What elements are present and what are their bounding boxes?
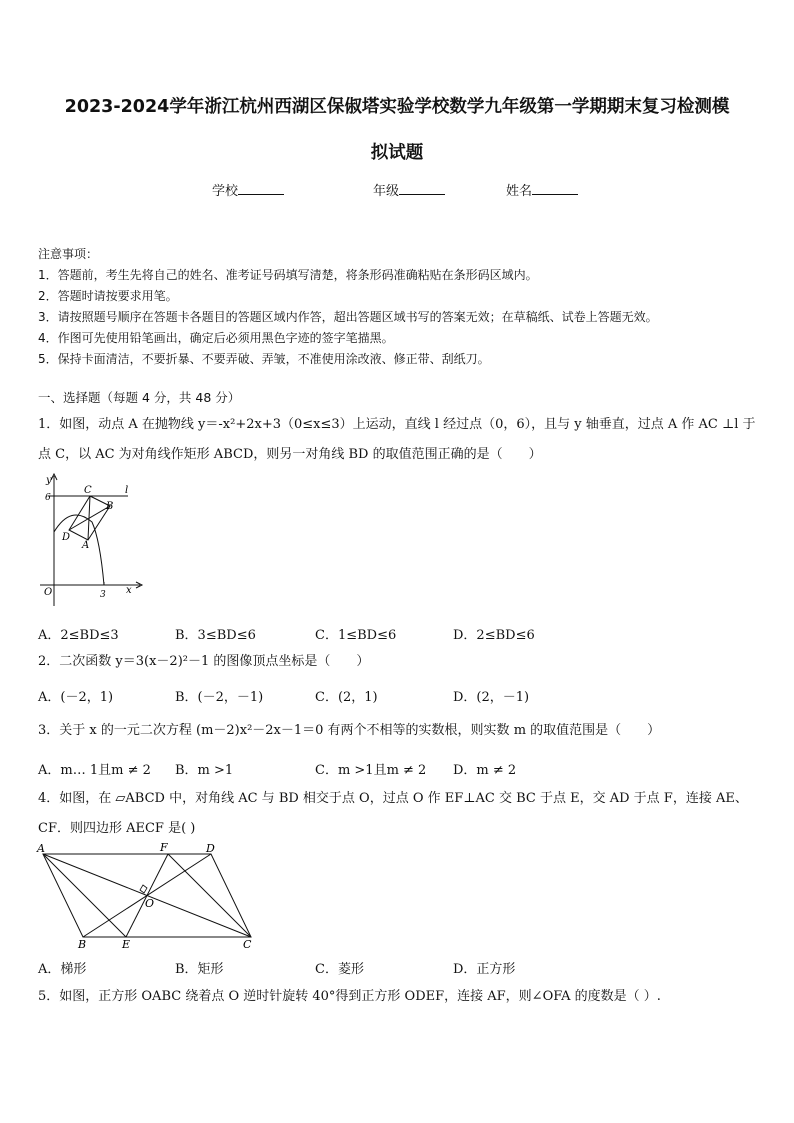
q4-figure	[34, 842, 264, 952]
title-line-1: 2023-2024学年浙江杭州西湖区保俶塔实验学校数学九年级第一学期期末复习检测模	[64, 97, 730, 117]
segment-CF	[168, 854, 251, 937]
question-2: 2．二次函数 y＝3(x－2)²－1 的图像顶点坐标是（ ）	[38, 654, 370, 669]
option-c: C．m >1且m ≠ 2	[315, 763, 427, 778]
label-A: A	[82, 540, 90, 551]
grade-field: 年级	[373, 180, 445, 199]
label-D: D	[62, 532, 71, 543]
segment-AE	[43, 854, 126, 937]
label-B: B	[78, 938, 87, 951]
label-y: y	[46, 475, 52, 486]
question-3: 3．关于 x 的一元二次方程 (m－2)x²－2x－1＝0 有两个不相等的实数根，则实数 m 的取值范围是（ ）	[38, 723, 661, 738]
option-b: B．3≤BD≤6	[175, 628, 256, 643]
option-b: B．(－2，－1)	[175, 690, 264, 705]
option-a: A．梯形	[38, 962, 87, 977]
label-O: O	[145, 897, 155, 910]
school-field: 学校	[212, 180, 284, 199]
name-field: 姓名	[506, 180, 578, 199]
question-1: 1．如图，动点 A 在抛物线 y＝-x²+2x+3（0≤x≤3）上运动，直线 l 经过点（0，6），且与 y 轴垂直，过点 A 作 AC ⊥l 于点 C，以 AC 为对角线作矩形 ABCD，则另一对角线 BD 的取值范围正确的是（ ）	[38, 417, 756, 462]
label-C: C	[243, 938, 252, 951]
exam-title	[30, 84, 764, 176]
option-a: A．m… 1且m ≠ 2	[38, 763, 151, 778]
option-c: C．(2，1)	[315, 690, 378, 705]
note-item: 5．保持卡面清洁，不要折暴、不要弄破、弄皱，不准使用涂改液、修正带、刮纸刀。	[38, 352, 490, 366]
label-C: C	[84, 485, 92, 496]
question-5: 5．如图，正方形 OABC 绕着点 O 逆时针旋转 40°得到正方形 ODEF，连接 AF，则∠OFA 的度数是（ ）.	[38, 989, 661, 1004]
q1-figure	[34, 472, 146, 610]
option-d: D．2≤BD≤6	[453, 628, 535, 643]
note-item: 1．答题前，考生先将自己的姓名、准考证号码填写清楚，将条形码准确粘贴在条形码区域内。	[38, 268, 538, 282]
question-4: 4．如图，在 ▱ABCD 中，对角线 AC 与 BD 相交于点 O，过点 O 作 EF⊥AC 交 BC 于点 E，交 AD 于点 F，连接 AE、CF．则四边形 AECF 是( )	[38, 791, 748, 836]
note-item: 2．答题时请按要求用笔。	[38, 289, 178, 303]
label-A: A	[37, 842, 45, 855]
option-c: C．菱形	[315, 962, 364, 977]
label-x: x	[126, 585, 132, 596]
parabola	[54, 515, 104, 585]
notes-heading: 注意事项：	[38, 247, 99, 261]
label-E: E	[122, 938, 131, 951]
label-l: l	[125, 485, 129, 496]
title-line-2: 拟试题	[370, 143, 424, 163]
label-D: D	[206, 842, 215, 855]
option-b: B．m >1	[175, 763, 234, 778]
label-F: F	[160, 842, 168, 854]
note-item: 4．作图可先使用铅笔画出，确定后必须用黑色字迹的签字笔描黑。	[38, 331, 394, 345]
segment-EF	[126, 854, 168, 937]
option-d: D．(2，－1)	[453, 690, 530, 705]
notes	[38, 244, 658, 370]
section-heading: 一、选择题（每题 4 分，共 48 分）	[38, 390, 241, 405]
label-6: 6	[45, 493, 51, 503]
label-B: B	[106, 501, 114, 512]
label-O: O	[44, 587, 53, 598]
option-a: A．2≤BD≤3	[38, 628, 119, 643]
option-d: D．正方形	[453, 962, 516, 977]
option-d: D．m ≠ 2	[453, 763, 517, 778]
note-item: 3．请按照题号顺序在答题卡各题目的答题区域内作答，超出答题区域书写的答案无效；在草稿纸、试卷上答题无效。	[38, 310, 658, 324]
label-3: 3	[100, 590, 106, 600]
option-a: A．(－2，1)	[38, 690, 114, 705]
option-c: C．1≤BD≤6	[315, 628, 397, 643]
right-angle-mark	[140, 885, 147, 893]
option-b: B．矩形	[175, 962, 224, 977]
